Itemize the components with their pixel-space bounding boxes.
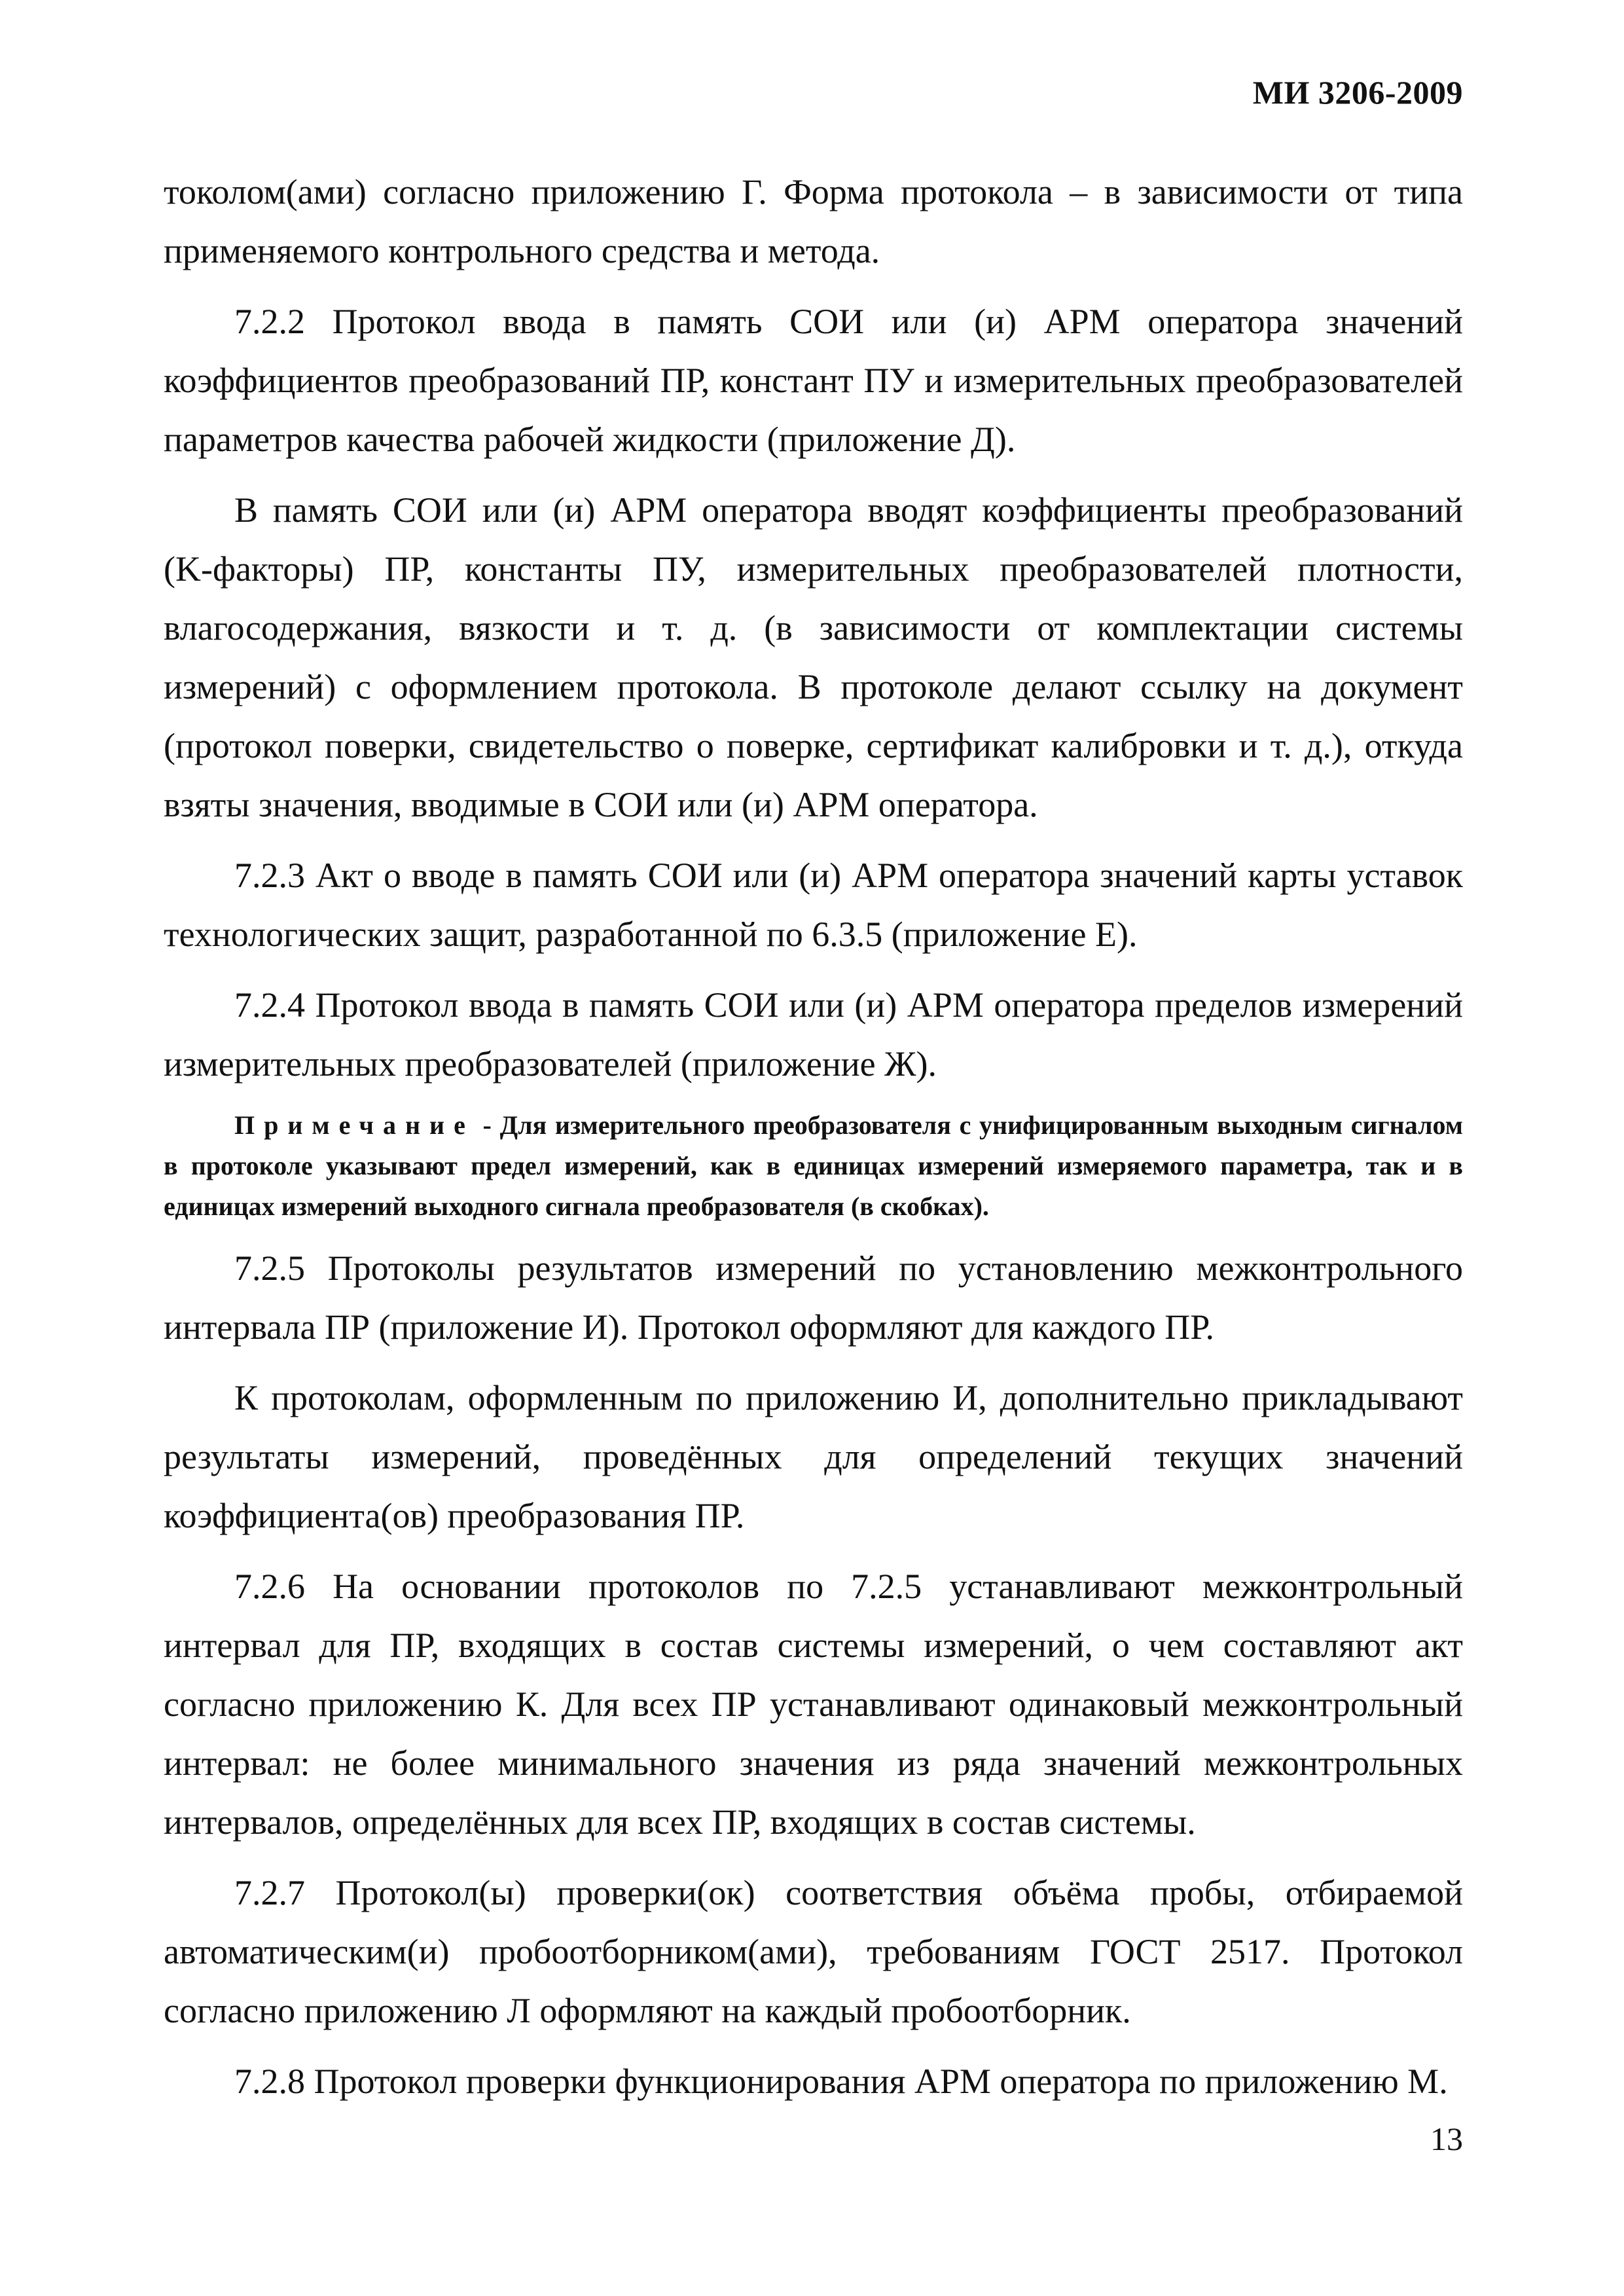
document-body	[164, 162, 1463, 2123]
page-number: 13	[1430, 2121, 1463, 2157]
paragraph-7-2-2: 7.2.2 Протокол ввода в память СОИ или (и) АРМ оператора значений коэффициентов преобразований ПР, констант ПУ и измерительных преобразователей параметров качества рабочей жидкости (приложение Д).	[164, 302, 1463, 459]
paragraph-memory-input: В память СОИ или (и) АРМ оператора вводят коэффициенты преобразований (K-факторы) ПР, константы ПУ, измерительных преобразователей плотности, влагосодержания, вязкости и т. д. (в зависимости от комплектации системы измерений) с оформлением протокола. В протоколе делают ссылку на документ (протокол поверки, свидетельство о поверке, сертификат калибровки и т. д.), откуда взяты значения, вводимые в СОИ или (и) АРМ оператора.	[164, 490, 1463, 824]
note-block	[164, 1105, 1463, 1227]
paragraph-7-2-5: 7.2.5 Протоколы результатов измерений по установлению межконтрольного интервала ПР (приложение И). Протокол оформляют для каждого ПР.	[164, 1248, 1463, 1347]
paragraph-7-2-7: 7.2.7 Протокол(ы) проверки(ок) соответствия объёма пробы, отбираемой автоматическим(и) пробоотборником(ами), требованиям ГОСТ 2517. Протокол согласно приложению Л оформляют на каждый пробоотборник.	[164, 1873, 1463, 2030]
note-label: Примечание	[234, 1110, 475, 1140]
paragraph-protocol-attachments: К протоколам, оформленным по приложению И, дополнительно прикладывают результаты измерений, проведённых для определений текущих значений коэффициента(ов) преобразования ПР.	[164, 1378, 1463, 1535]
paragraph-7-2-3: 7.2.3 Акт о вводе в память СОИ или (и) АРМ оператора значений карты уставок технологических защит, разработанной по 6.3.5 (приложение Е).	[164, 856, 1463, 954]
paragraph-7-2-8: 7.2.8 Протокол проверки функционирования АРМ оператора по приложению М.	[234, 2062, 1448, 2101]
document-code: МИ 3206-2009	[1252, 74, 1463, 111]
note-text: - Для измерительного преобразователя с унифицированным выходным сигналом в протоколе указывают предел измерений, как в единицах измерений измеряемого параметра, так и в единицах измерений выходного сигнала преобразователя (в скобках).	[164, 1110, 1463, 1221]
paragraph-continuation: токолом(ами) согласно приложению Г. Форма протокола – в зависимости от типа применяемого контрольного средства и метода.	[164, 172, 1463, 270]
paragraph-7-2-4: 7.2.4 Протокол ввода в память СОИ или (и) АРМ оператора пределов измерений измерительных преобразователей (приложение Ж).	[164, 985, 1463, 1084]
paragraph-7-2-6: 7.2.6 На основании протоколов по 7.2.5 устанавливают межконтрольный интервал для ПР, входящих в состав системы измерений, о чем составляют акт согласно приложению К. Для всех ПР устанавливают одинаковый межконтрольный интервал: не более минимального значения из ряда значений межконтрольных интервалов, определённых для всех ПР, входящих в состав системы.	[164, 1567, 1463, 1842]
